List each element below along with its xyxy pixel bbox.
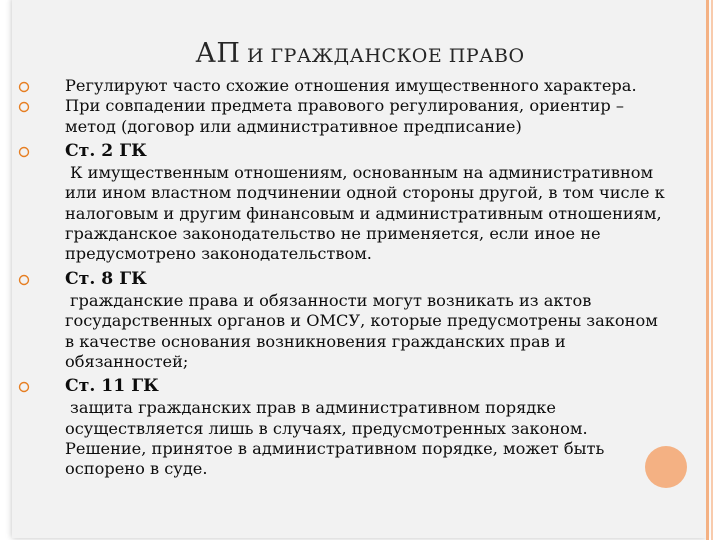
slide-edge-accent-light [711,0,713,540]
decorative-circle [645,446,687,488]
bullet-item-1 [18,76,668,96]
hollow-circle-icon [18,101,30,113]
hollow-circle-icon [18,146,30,158]
hollow-circle-icon [18,274,30,286]
article-8-heading: Ст. 8 ГК [65,268,147,289]
bullet-text-2: При совпадении предмета правового регулирования, ориентир – метод (договор или административное предписание) [65,96,624,136]
slide-edge-accent [706,0,709,540]
article-2-text-block [18,163,668,264]
bullet-item-2 [18,96,668,137]
title-abbrev: АП [195,38,241,69]
article-11-text-block [18,398,668,479]
hollow-circle-icon [18,81,30,93]
article-8-text-block [18,291,668,372]
article-11-text: защита гражданских прав в административном порядке осуществляется лишь в случаях, предусмотренных законом. Решение, принятое в административном порядке, может быть оспорено в суде. [65,398,605,479]
bullet-item-5 [18,376,668,396]
bullet-item-4 [18,269,668,289]
article-2-heading: Ст. 2 ГК [65,140,147,161]
article-11-heading: Ст. 11 ГК [65,376,159,397]
hollow-circle-icon [18,381,30,393]
bullet-text-1: Регулируют часто схожие отношения имущественного характера. [65,76,637,95]
title-rest: И ГРАЖДАНСКОЕ ПРАВО [240,45,525,67]
slide-content [18,76,668,480]
slide-title [0,38,720,69]
article-8-text: гражданские права и обязанности могут возникать из актов государственных органов и ОМСУ, которые предусмотрены законом в качестве основания возникновения гражданских прав и обязанностей; [65,290,658,371]
article-2-text: К имущественным отношениям, основанным на административном или ином властном подчинении одной стороны другой, в том числе к налоговым и другим финансовым и административным отношениям, гражданское законодательство не применяется, если иное не предусмотрено законодательством. [65,163,665,264]
bullet-item-3 [18,141,668,161]
